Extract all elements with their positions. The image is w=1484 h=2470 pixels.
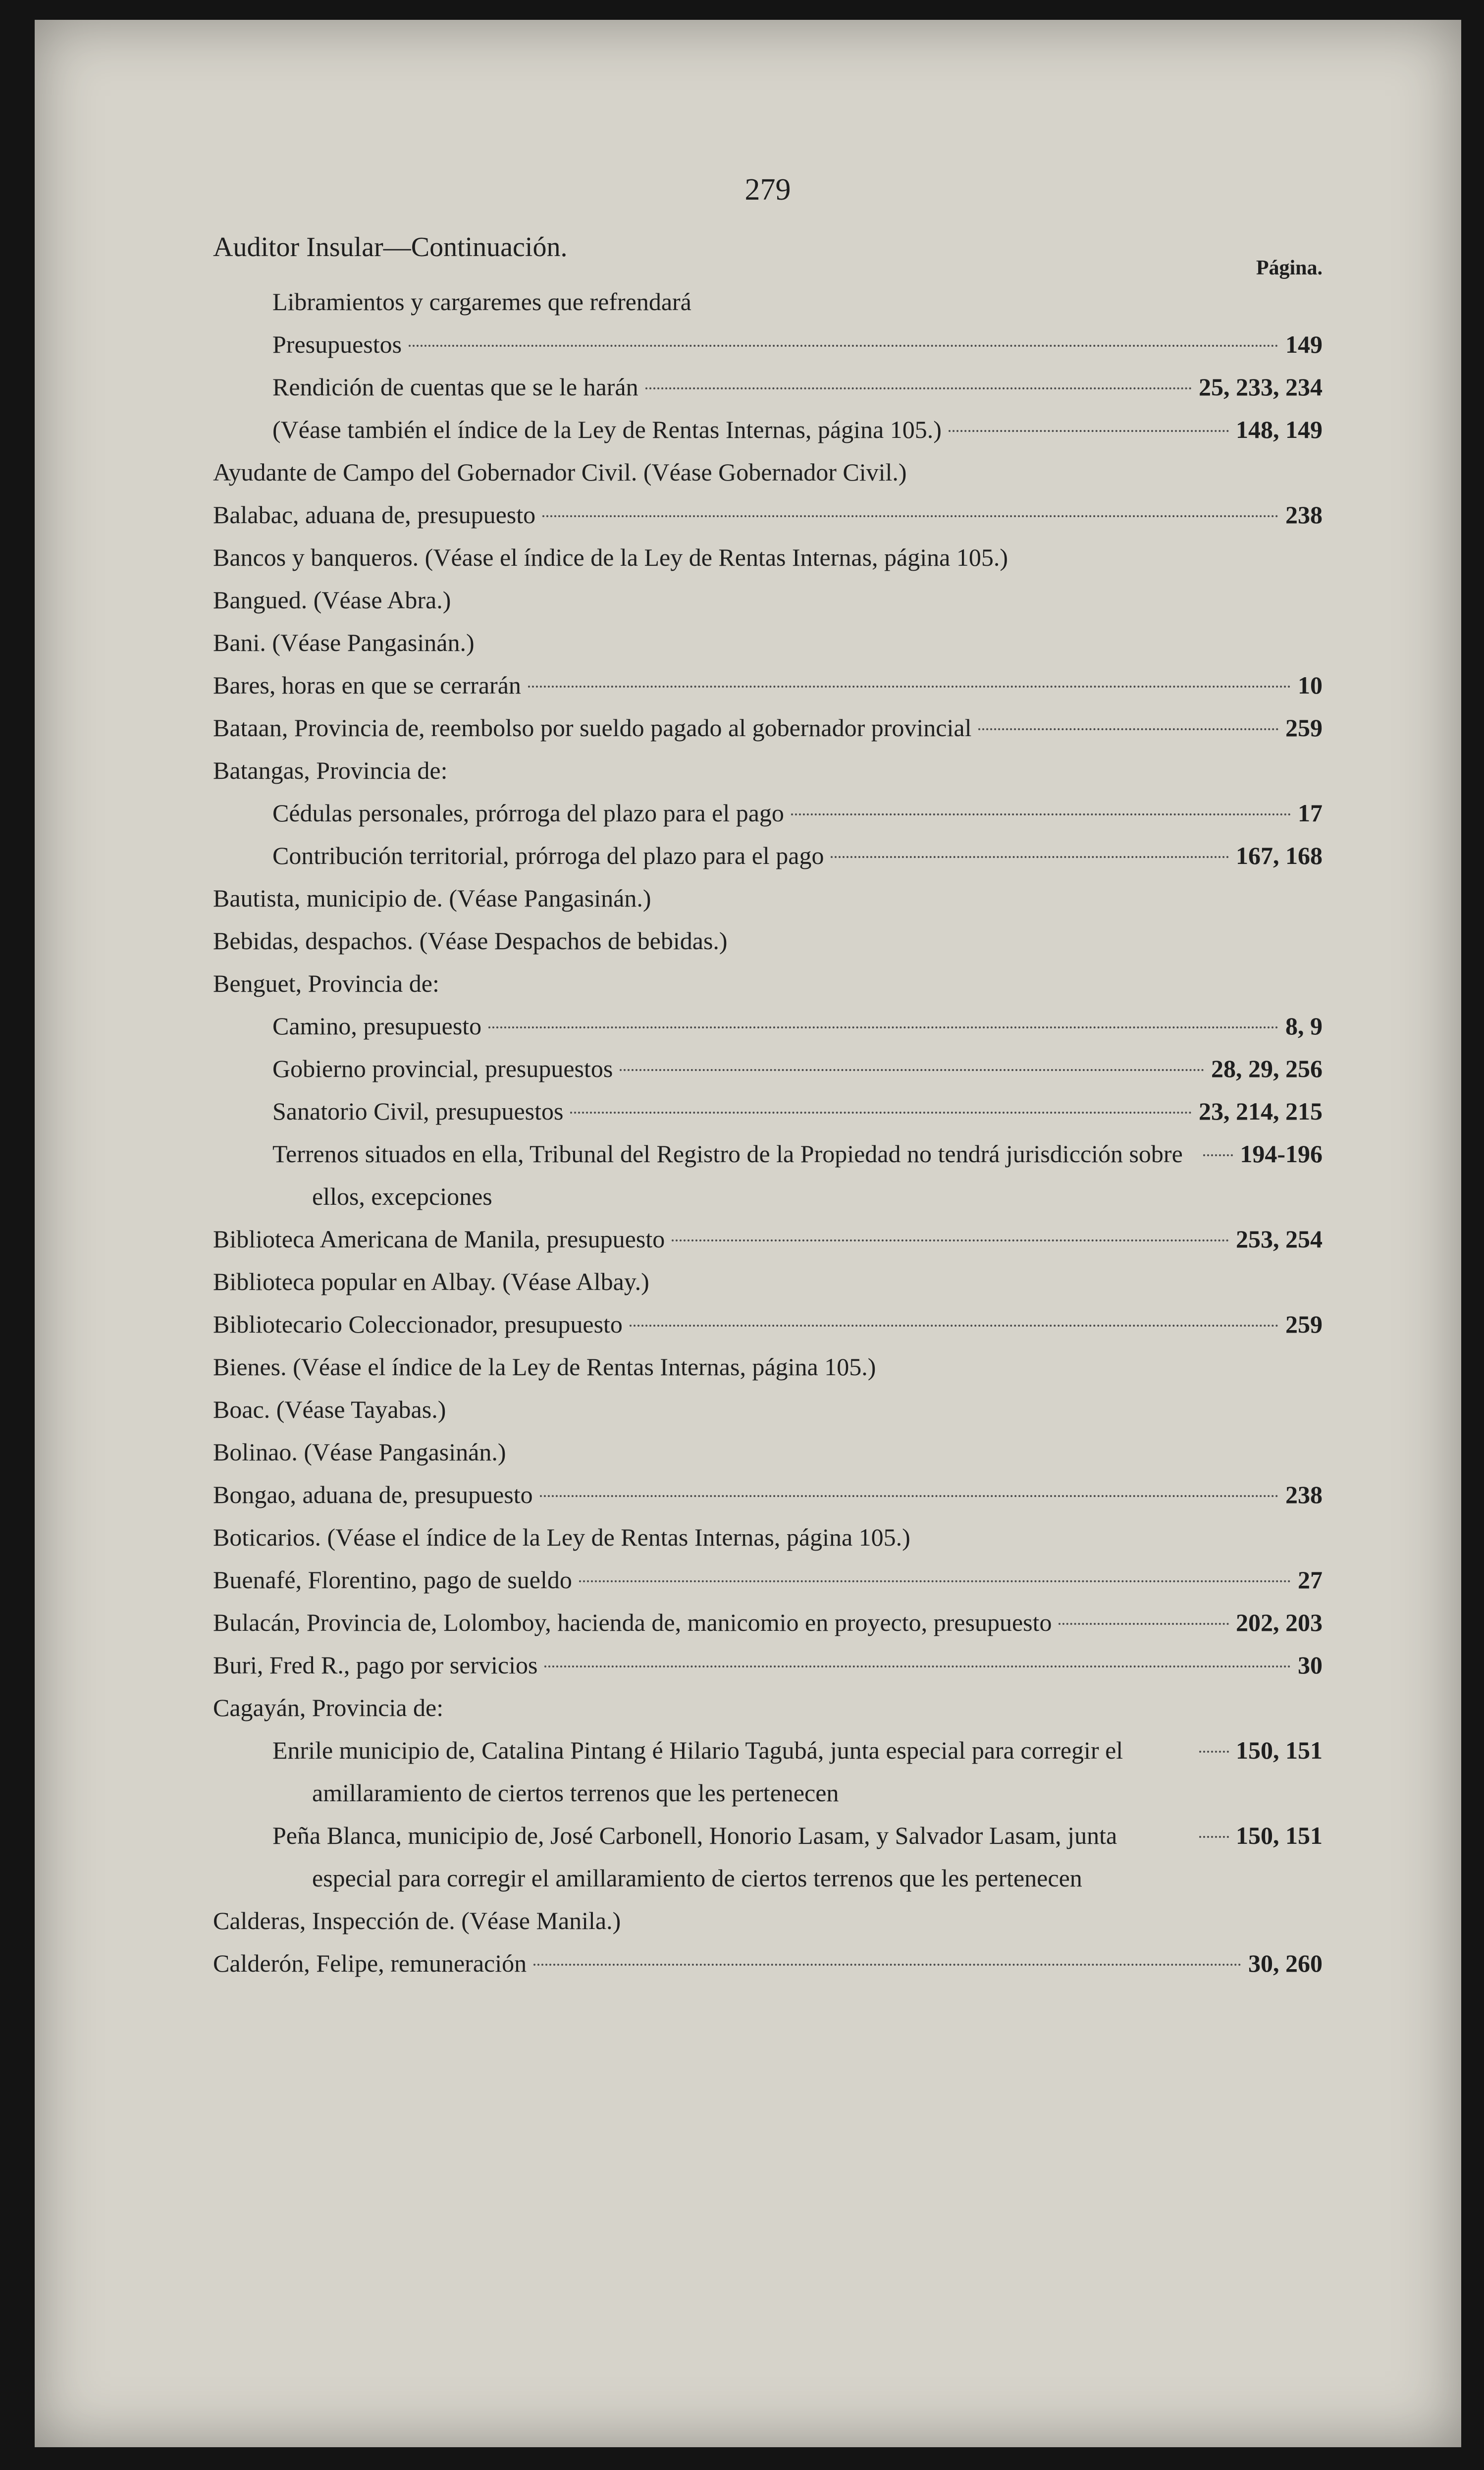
entry-text: Bares, horas en que se cerrarán: [213, 671, 521, 699]
page-number: 279: [744, 173, 791, 207]
index-entry: [213, 664, 1323, 706]
entry-page-numbers: 30, 260: [1248, 1949, 1323, 1977]
index-entry-row: [213, 1303, 1323, 1345]
index-entry-row: [213, 579, 1323, 621]
index-entry-row: [213, 366, 1323, 408]
entry-page-numbers: 23, 214, 215: [1199, 1097, 1323, 1125]
entry-text: Calderón, Felipe, remuneración: [213, 1949, 527, 1977]
entry-text: Bangued. (Véase Abra.): [213, 586, 451, 614]
index-entry: [213, 1686, 1323, 1729]
entry-text: Libramientos y cargaremes que refrendará: [272, 288, 691, 316]
entry-text: Bolinao. (Véase Pangasinán.): [213, 1438, 506, 1466]
entry-text: Bulacán, Provincia de, Lolomboy, hacienda de, manicomio en proyecto, presupuesto: [213, 1609, 1052, 1636]
entry-page-numbers: 238: [1285, 501, 1323, 529]
index-entry-row: [213, 877, 1323, 919]
entry-text: Biblioteca Americana de Manila, presupuesto: [213, 1225, 665, 1253]
entry-text: Buri, Fred R., pago por servicios: [213, 1651, 538, 1679]
index-entry-row: [213, 1558, 1323, 1601]
entry-text: Enrile municipio de, Catalina Pintang é Hilario Tagubá, junta especial para corregir el amillaramiento de ciertos terrenos que les pertenecen: [272, 1736, 1123, 1807]
index-entry: [213, 1899, 1323, 1942]
entry-page-numbers: 27: [1298, 1566, 1323, 1594]
index-entry: [213, 1644, 1323, 1686]
index-content: [213, 168, 1323, 1985]
index-entry-row: [213, 1345, 1323, 1388]
index-entry-row: [213, 621, 1323, 664]
entry-page-numbers: 167, 168: [1236, 842, 1323, 869]
section-header: Auditor Insular—Continuación.: [213, 232, 568, 263]
index-entry: [213, 1090, 1323, 1132]
dot-leader: [620, 1069, 1204, 1071]
index-entry: [213, 366, 1323, 408]
dot-leader: [630, 1325, 1278, 1327]
entry-page-numbers: 10: [1298, 671, 1323, 699]
index-entry: [213, 493, 1323, 536]
dot-leader: [540, 1495, 1278, 1497]
dot-leader: [1059, 1623, 1229, 1625]
index-entry: [213, 749, 1323, 792]
dot-leader: [1203, 1154, 1233, 1156]
entry-page-numbers: 150, 151: [1236, 1822, 1323, 1849]
entry-page-numbers: 149: [1285, 330, 1323, 358]
column-heading: Página.: [1256, 257, 1323, 279]
index-entry: [213, 1601, 1323, 1644]
dot-leader: [528, 686, 1291, 688]
entry-page-numbers: 238: [1285, 1481, 1323, 1508]
index-entry-row: [213, 919, 1323, 962]
entry-text: Contribución territorial, prórroga del plazo para el pago: [272, 842, 824, 869]
entry-page-numbers: 150, 151: [1236, 1736, 1323, 1764]
entry-text: Benguet, Provincia de:: [213, 969, 439, 997]
index-entry-row: [213, 323, 1323, 366]
entry-text: Calderas, Inspección de. (Véase Manila.): [213, 1907, 621, 1934]
index-entry-row: [213, 1814, 1323, 1899]
scanned-page: [35, 20, 1461, 2447]
index-entry: [213, 792, 1323, 834]
entry-text: Gobierno provincial, presupuestos: [272, 1055, 613, 1082]
entry-text: Biblioteca popular en Albay. (Véase Albay.): [213, 1268, 649, 1295]
index-entry-row: [213, 792, 1323, 834]
dot-leader: [544, 1665, 1291, 1667]
dot-leader: [1199, 1836, 1229, 1838]
entry-text: Bongao, aduana de, presupuesto: [213, 1481, 533, 1508]
index-entry-row: [213, 451, 1323, 493]
entry-text: Bibliotecario Coleccionador, presupuesto: [213, 1310, 623, 1338]
entry-text: Presupuestos: [272, 330, 402, 358]
index-entry: [213, 1345, 1323, 1388]
entry-text: Bebidas, despachos. (Véase Despachos de bebidas.): [213, 927, 728, 955]
entry-page-numbers: 148, 149: [1236, 416, 1323, 443]
dot-leader: [978, 728, 1278, 730]
entry-text: Boac. (Véase Tayabas.): [213, 1396, 446, 1423]
entry-text: (Véase también el índice de la Ley de Rentas Internas, página 105.): [272, 416, 942, 443]
dot-leader: [949, 430, 1229, 432]
index-entry-row: [213, 749, 1323, 792]
entry-text: Buenafé, Florentino, pago de sueldo: [213, 1566, 572, 1594]
index-entry: [213, 1558, 1323, 1601]
entry-text: Boticarios. (Véase el índice de la Ley de Rentas Internas, página 105.): [213, 1523, 910, 1551]
index-entry: [213, 919, 1323, 962]
entry-page-numbers: 17: [1298, 799, 1323, 827]
index-entry: [213, 1047, 1323, 1090]
index-entry: [213, 1473, 1323, 1516]
index-entry: [213, 1260, 1323, 1303]
entry-text: Camino, presupuesto: [272, 1012, 482, 1040]
index-entry: [213, 1218, 1323, 1260]
entry-text: Cagayán, Provincia de:: [213, 1694, 444, 1721]
index-entry: [213, 877, 1323, 919]
index-entry: [213, 962, 1323, 1005]
entry-text: Terrenos situados en ella, Tribunal del Registro de la Propiedad no tendrá jurisdicción sobre ellos, excepciones: [272, 1140, 1183, 1210]
index-entry: [213, 834, 1323, 877]
entry-text: Bani. (Véase Pangasinán.): [213, 629, 475, 656]
index-entry-row: [213, 408, 1323, 451]
index-entry: [213, 1388, 1323, 1431]
entry-text: Bataan, Provincia de, reembolso por sueldo pagado al gobernador provincial: [213, 714, 972, 742]
index-entry-row: [213, 1431, 1323, 1473]
index-entry-row: [213, 1644, 1323, 1686]
dot-leader: [672, 1239, 1229, 1241]
entry-text: Bancos y banqueros. (Véase el índice de la Ley de Rentas Internas, página 105.): [213, 543, 1008, 571]
index-entry-row: [213, 1686, 1323, 1729]
index-entry: [213, 451, 1323, 493]
index-entry: [213, 280, 1323, 323]
entry-text: Batangas, Provincia de:: [213, 756, 448, 784]
index-entry: [213, 1303, 1323, 1345]
index-entry-row: [213, 1601, 1323, 1644]
index-entry-row: [213, 834, 1323, 877]
index-entry-row: [213, 493, 1323, 536]
entry-page-numbers: 30: [1298, 1651, 1323, 1679]
dot-leader: [542, 515, 1278, 517]
entry-text: Cédulas personales, prórroga del plazo para el pago: [272, 799, 784, 827]
entry-page-numbers: 259: [1285, 1310, 1323, 1338]
entry-text: Bienes. (Véase el índice de la Ley de Rentas Internas, página 105.): [213, 1353, 876, 1381]
index-entry: [213, 408, 1323, 451]
index-entry-row: [213, 1005, 1323, 1047]
index-entry: [213, 536, 1323, 579]
index-entry-row: [213, 1729, 1323, 1814]
index-entry-row: [213, 1132, 1323, 1218]
dot-leader: [533, 1964, 1241, 1966]
dot-leader: [579, 1580, 1291, 1582]
index-entry: [213, 1516, 1323, 1558]
dot-leader: [488, 1026, 1278, 1028]
index-entry: [213, 1431, 1323, 1473]
entry-page-numbers: 8, 9: [1285, 1012, 1323, 1040]
entry-page-numbers: 28, 29, 256: [1211, 1055, 1323, 1082]
index-entry-row: [213, 706, 1323, 749]
index-entry: [213, 323, 1323, 366]
index-entry: [213, 1132, 1323, 1218]
index-entry-row: [213, 1218, 1323, 1260]
entry-text: Rendición de cuentas que se le harán: [272, 373, 638, 401]
index-entry-row: [213, 1942, 1323, 1985]
index-entry-row: [213, 1516, 1323, 1558]
index-entry: [213, 1729, 1323, 1814]
index-entry-row: [213, 664, 1323, 706]
index-entry-row: [213, 536, 1323, 579]
dot-leader: [831, 856, 1229, 858]
dot-leader: [409, 345, 1278, 347]
index-entry: [213, 1814, 1323, 1899]
dot-leader: [1199, 1751, 1229, 1753]
dot-leader: [791, 813, 1291, 815]
index-entry-row: [213, 280, 1323, 323]
index-entry-row: [213, 1473, 1323, 1516]
entry-text: Bautista, municipio de. (Véase Pangasinán.): [213, 884, 651, 912]
entry-page-numbers: 253, 254: [1236, 1225, 1323, 1253]
dot-leader: [570, 1112, 1192, 1114]
index-entry: [213, 1942, 1323, 1985]
entry-page-numbers: 194-196: [1240, 1140, 1323, 1168]
entry-text: Peña Blanca, municipio de, José Carbonell, Honorio Lasam, y Salvador Lasam, junta especial para corregir el amillaramiento de ciertos terrenos que les pertenecen: [272, 1822, 1117, 1892]
index-entry: [213, 706, 1323, 749]
index-entry: [213, 621, 1323, 664]
entry-page-numbers: 202, 203: [1236, 1609, 1323, 1636]
index-entry: [213, 1005, 1323, 1047]
entry-page-numbers: 25, 233, 234: [1199, 373, 1323, 401]
index-entry-row: [213, 1899, 1323, 1942]
entry-text: Ayudante de Campo del Gobernador Civil. (Véase Gobernador Civil.): [213, 458, 907, 486]
index-entry: [213, 579, 1323, 621]
entry-text: Sanatorio Civil, presupuestos: [272, 1097, 564, 1125]
index-entry-row: [213, 1260, 1323, 1303]
index-entry-row: [213, 1047, 1323, 1090]
index-entry-row: [213, 962, 1323, 1005]
dot-leader: [645, 387, 1192, 389]
entry-text: Balabac, aduana de, presupuesto: [213, 501, 536, 529]
entry-page-numbers: 259: [1285, 714, 1323, 742]
index-entry-row: [213, 1090, 1323, 1132]
index-entries: [213, 280, 1323, 1985]
index-entry-row: [213, 1388, 1323, 1431]
